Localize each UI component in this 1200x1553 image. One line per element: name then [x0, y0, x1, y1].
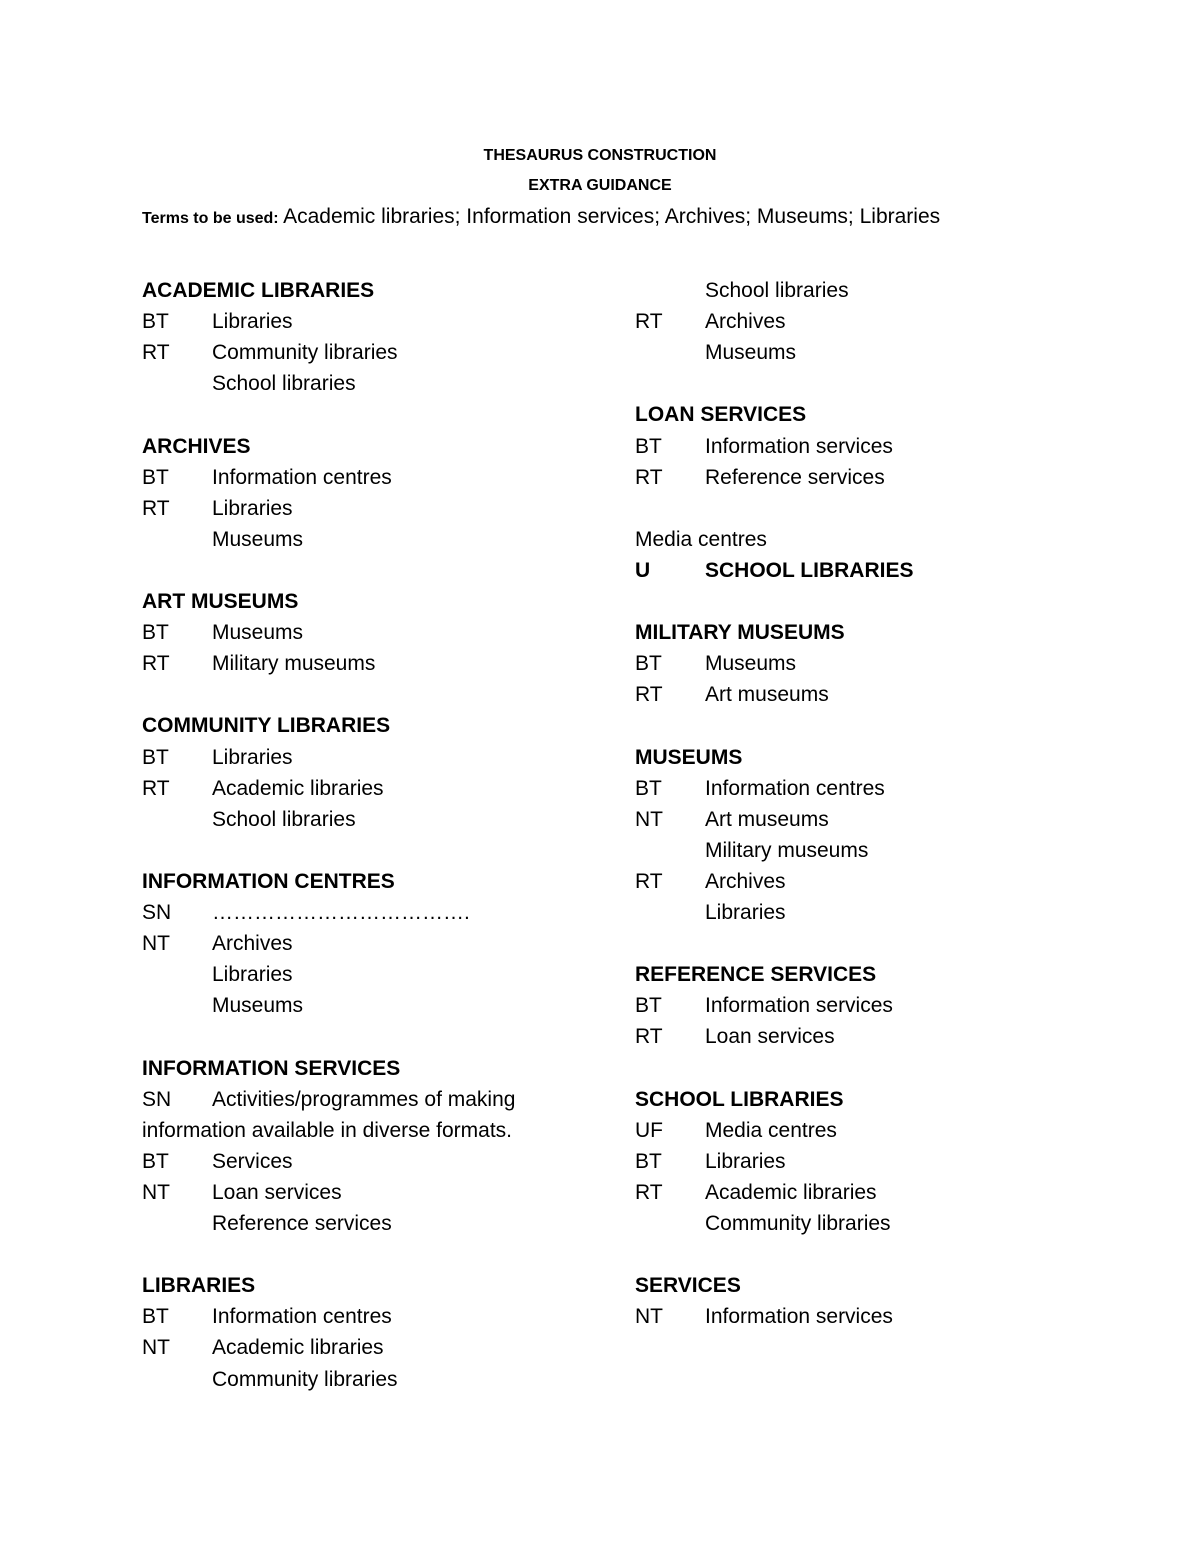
- relation-term: ……………………………….: [212, 901, 470, 924]
- relation-line: [635, 866, 786, 897]
- term-heading: REFERENCE SERVICES: [635, 963, 877, 986]
- relation-term: Archives: [705, 870, 786, 893]
- relation-line: [635, 1177, 877, 1208]
- relation-line: [142, 773, 384, 804]
- terms-label: Terms to be used:: [142, 210, 279, 227]
- relation-term: Community libraries: [212, 341, 398, 364]
- relation-line: [635, 679, 829, 710]
- relation-term: Media centres: [705, 1119, 837, 1142]
- relation-term: Museums: [705, 341, 797, 364]
- relation-code: BT: [635, 777, 662, 800]
- relation-line: [142, 928, 293, 959]
- term-heading: ARCHIVES: [142, 435, 251, 458]
- relation-line: [142, 1301, 392, 1332]
- relation-term: Loan services: [705, 1025, 835, 1048]
- relation-line: [635, 462, 885, 493]
- relation-line: [142, 648, 375, 679]
- relation-code: BT: [635, 435, 662, 458]
- relation-term: Museums: [212, 621, 304, 644]
- relation-term: Activities/programmes of making: [212, 1088, 516, 1111]
- terms-line: [142, 203, 940, 233]
- relation-code: BT: [635, 1150, 662, 1173]
- relation-term: Archives: [705, 310, 786, 333]
- term-heading: SCHOOL LIBRARIES: [635, 1088, 844, 1111]
- term-heading: INFORMATION SERVICES: [142, 1057, 401, 1080]
- relation-code: NT: [142, 932, 170, 955]
- relation-code: NT: [142, 1336, 170, 1359]
- relation-term: Information centres: [212, 1305, 392, 1328]
- plain-line: information available in diverse formats.: [142, 1119, 513, 1142]
- relation-line: [635, 804, 829, 835]
- relation-code: RT: [635, 683, 663, 706]
- term-heading: MILITARY MUSEUMS: [635, 621, 845, 644]
- relation-line: [142, 742, 293, 773]
- relation-term: School libraries: [212, 808, 356, 831]
- relation-line: [142, 337, 398, 368]
- relation-line: [635, 337, 796, 368]
- relation-term: Libraries: [705, 901, 786, 924]
- relation-term: Museums: [212, 994, 304, 1017]
- relation-code: BT: [142, 1150, 169, 1173]
- relation-code: NT: [635, 808, 663, 831]
- term-heading: ACADEMIC LIBRARIES: [142, 279, 375, 302]
- relation-code: RT: [142, 777, 170, 800]
- relation-term: Information services: [705, 435, 893, 458]
- relation-code: RT: [635, 310, 663, 333]
- page-subtitle: EXTRA GUIDANCE: [528, 177, 672, 194]
- relation-term: School libraries: [212, 372, 356, 395]
- relation-term: Libraries: [212, 746, 293, 769]
- relation-line: [635, 306, 786, 337]
- relation-term: Reference services: [705, 466, 885, 489]
- relation-line: [142, 306, 293, 337]
- relation-term: Art museums: [705, 683, 829, 706]
- relation-term: Libraries: [705, 1150, 786, 1173]
- relation-term: Community libraries: [705, 1212, 891, 1235]
- relation-term: Information services: [705, 1305, 893, 1328]
- relation-term: Libraries: [212, 310, 293, 333]
- relation-line: [142, 990, 303, 1021]
- relation-term: Museums: [705, 652, 797, 675]
- relation-line: [142, 1177, 342, 1208]
- relation-code: RT: [142, 341, 170, 364]
- relation-line: [635, 648, 796, 679]
- relation-code: BT: [635, 994, 662, 1017]
- relation-line: [142, 1146, 293, 1177]
- relation-line: [142, 1208, 392, 1239]
- relation-term: Loan services: [212, 1181, 342, 1204]
- plain-line: Media centres: [635, 528, 767, 551]
- relation-term: Libraries: [212, 497, 293, 520]
- relation-line: [635, 1301, 893, 1332]
- relation-line: [142, 524, 303, 555]
- relation-term: Information services: [705, 994, 893, 1017]
- terms-values: Academic libraries; Information services; Archives; Museums; Libraries: [283, 205, 941, 228]
- relation-code: SN: [142, 901, 172, 924]
- relation-line: [142, 368, 356, 399]
- relation-code: RT: [635, 870, 663, 893]
- relation-line: [142, 617, 303, 648]
- relation-code: SN: [142, 1088, 172, 1111]
- relation-term: Archives: [212, 932, 293, 955]
- relation-code: RT: [142, 652, 170, 675]
- relation-term: Art museums: [705, 808, 829, 831]
- relation-code: UF: [635, 1119, 663, 1142]
- relation-term: Military museums: [705, 839, 869, 862]
- relation-line: [635, 1146, 786, 1177]
- relation-line: [635, 1115, 837, 1146]
- relation-code: BT: [142, 1305, 169, 1328]
- relation-code: BT: [142, 466, 169, 489]
- relation-line: [142, 493, 293, 524]
- relation-term: Reference services: [212, 1212, 392, 1235]
- relation-line: [635, 431, 893, 462]
- relation-code: RT: [142, 497, 170, 520]
- relation-code: NT: [142, 1181, 170, 1204]
- relation-term: Information centres: [705, 777, 885, 800]
- relation-code: RT: [635, 466, 663, 489]
- relation-line: [635, 275, 849, 306]
- relation-term: Military museums: [212, 652, 376, 675]
- relation-code: RT: [635, 1181, 663, 1204]
- relation-code: BT: [142, 621, 169, 644]
- page-title: THESAURUS CONSTRUCTION: [483, 147, 717, 164]
- relation-term: Community libraries: [212, 1368, 398, 1391]
- relation-line: [635, 1021, 835, 1052]
- relation-term: Services: [212, 1150, 293, 1173]
- term-heading: MUSEUMS: [635, 746, 743, 769]
- relation-line: [142, 959, 293, 990]
- relation-term: Information centres: [212, 466, 392, 489]
- relation-line: [635, 1208, 891, 1239]
- relation-term: School libraries: [705, 279, 849, 302]
- relation-line: [635, 773, 885, 804]
- relation-term: Museums: [212, 528, 304, 551]
- relation-line: [142, 1364, 398, 1395]
- relation-term: Libraries: [212, 963, 293, 986]
- relation-code: BT: [635, 652, 662, 675]
- relation-code: BT: [142, 746, 169, 769]
- term-heading: INFORMATION CENTRES: [142, 870, 395, 893]
- relation-line: [142, 804, 356, 835]
- relation-code: RT: [635, 1025, 663, 1048]
- relation-term: Academic libraries: [212, 1336, 384, 1359]
- term-heading: SERVICES: [635, 1274, 741, 1297]
- relation-code: BT: [142, 310, 169, 333]
- term-heading: LIBRARIES: [142, 1274, 256, 1297]
- relation-line: [635, 897, 786, 928]
- relation-term: Academic libraries: [212, 777, 384, 800]
- relation-line: [142, 1084, 515, 1115]
- relation-term: SCHOOL LIBRARIES: [705, 559, 914, 582]
- relation-term: Academic libraries: [705, 1181, 877, 1204]
- relation-line: [142, 897, 470, 928]
- relation-line: [635, 990, 893, 1021]
- relation-line: [142, 1332, 384, 1363]
- term-heading: LOAN SERVICES: [635, 403, 807, 426]
- relation-line: [142, 462, 392, 493]
- relation-code: U: [635, 559, 651, 582]
- relation-code: NT: [635, 1305, 663, 1328]
- relation-line: [635, 835, 868, 866]
- relation-line: [635, 555, 913, 586]
- term-heading: COMMUNITY LIBRARIES: [142, 714, 391, 737]
- term-heading: ART MUSEUMS: [142, 590, 299, 613]
